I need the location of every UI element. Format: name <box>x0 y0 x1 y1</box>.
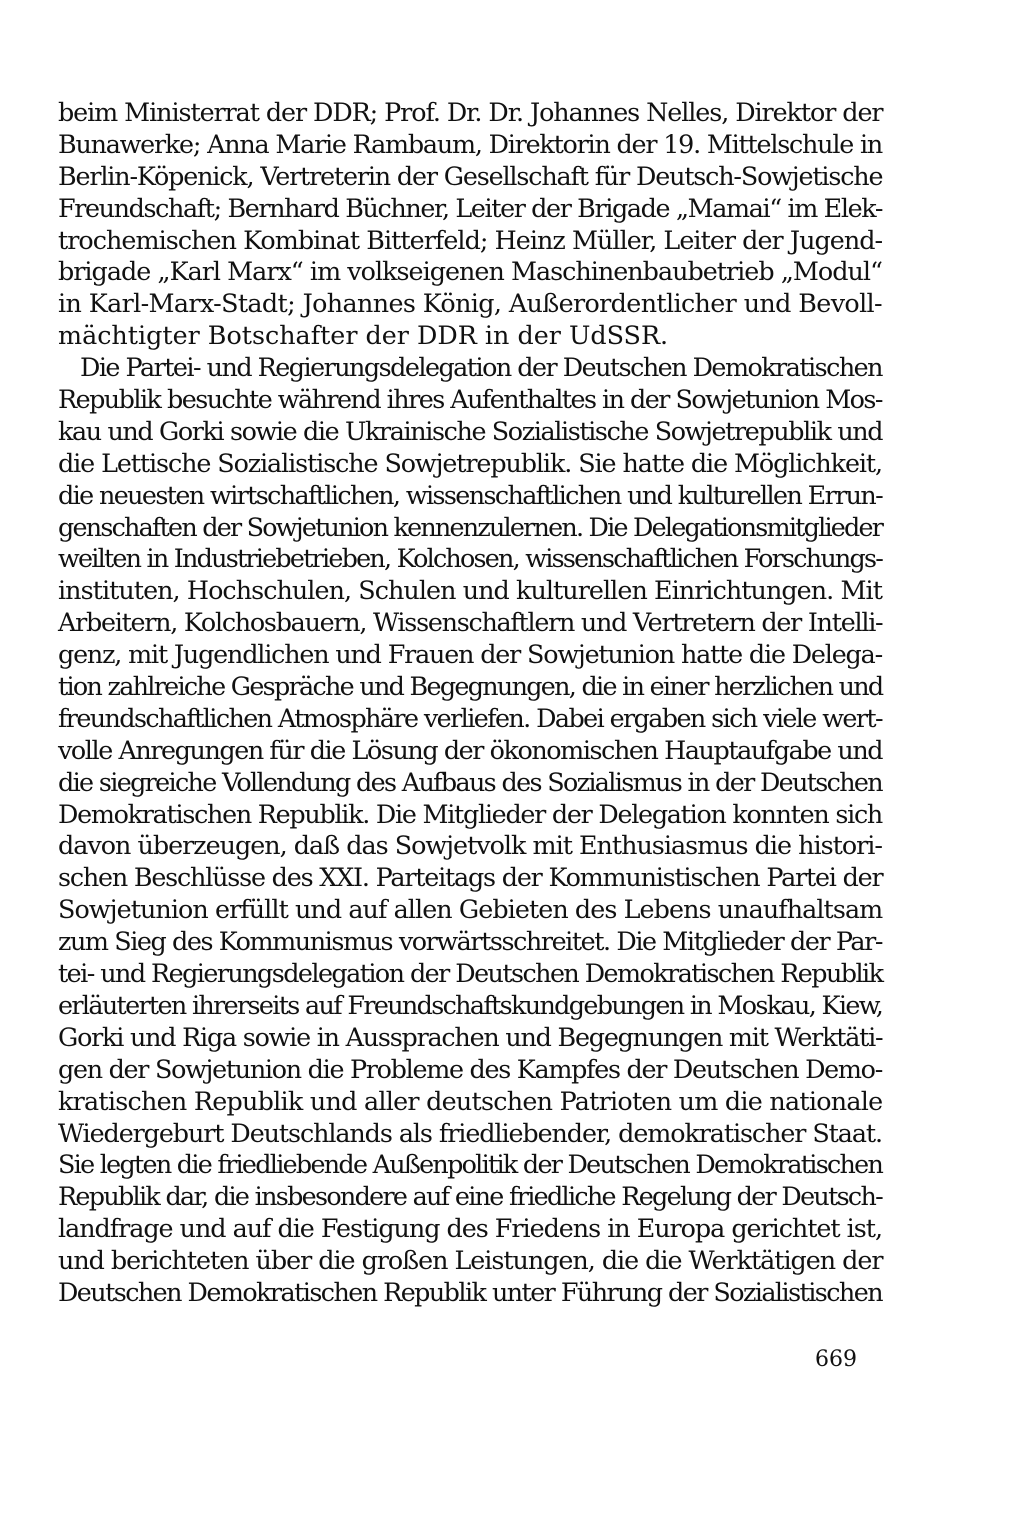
text-line: brigade „Karl Marx“ im volkseigenen Maschinenbaubetrieb „Modul“ <box>58 256 882 287</box>
text-line: freundschaftlichen Atmosphäre verliefen. Dabei ergaben sich viele wert- <box>58 702 882 733</box>
paragraph-delegation-visit <box>58 352 882 1309</box>
text-line: die Lettische Sozialistische Sowjetrepublik. Sie hatte die Möglichkeit, <box>58 447 882 478</box>
text-line: davon überzeugen, daß das Sowjetvolk mit Enthusiasmus die histori- <box>58 830 882 861</box>
text-line: Arbeitern, Kolchosbauern, Wissenschaftlern und Vertretern der Intelli- <box>58 607 883 638</box>
text-line: Die Partei- und Regierungsdelegation der Deutschen Demokratischen <box>80 352 882 383</box>
text-line: Sowjetunion erfüllt und auf allen Gebieten des Lebens unaufhaltsam <box>58 894 883 925</box>
text-line: volle Anregungen für die Lösung der ökonomischen Hauptaufgabe und <box>58 734 883 765</box>
text-line: kau und Gorki sowie die Ukrainische Sozialistische Sowjetrepublik und <box>58 415 883 446</box>
text-line: Freundschaft; Bernhard Büchner, Leiter der Brigade „Mamai“ im Elek- <box>58 192 883 223</box>
paragraph-continuation <box>58 97 882 352</box>
text-line: Deutschen Demokratischen Republik unter Führung der Sozialistischen <box>58 1276 882 1307</box>
text-line: Republik besuchte während ihres Aufenthaltes in der Sowjetunion Mos- <box>58 384 882 415</box>
text-line: landfrage und auf die Festigung des Friedens in Europa gerichtet ist, <box>58 1213 882 1244</box>
text-line: erläuterten ihrerseits auf Freundschaftskundgebungen in Moskau, Kiew, <box>58 989 883 1020</box>
text-line: genz, mit Jugendlichen und Frauen der Sowjetunion hatte die Delega- <box>58 639 882 670</box>
text-line: mächtigter Botschafter der DDR in der UdSSR. <box>58 320 669 351</box>
text-line: Sie legten die friedliebende Außenpolitik der Deutschen Demokratischen <box>58 1149 883 1180</box>
text-line: genschaften der Sowjetunion kennenzulernen. Die Delegationsmitglieder <box>58 511 883 542</box>
text-line: in Karl-Marx-Stadt; Johannes König, Außerordentlicher und Bevoll- <box>58 288 882 319</box>
text-line: beim Ministerrat der DDR; Prof. Dr. Dr. Johannes Nelles, Direktor der <box>58 97 883 127</box>
text-line: schen Beschlüsse des XXI. Parteitags der Kommunistischen Partei der <box>58 862 883 893</box>
page-body <box>58 97 882 1309</box>
text-line: die siegreiche Vollendung des Aufbaus des Sozialismus in der Deutschen <box>58 766 882 797</box>
text-line: die neuesten wirtschaftlichen, wissenschaftlichen und kulturellen Errun- <box>58 479 883 510</box>
text-line: tion zahlreiche Gespräche und Begegnungen, die in einer herzlichen und <box>58 671 883 702</box>
text-line: kratischen Republik und aller deutschen Patrioten um die nationale <box>58 1085 883 1116</box>
text-line: Bunawerke; Anna Marie Rambaum, Direktorin der 19. Mittelschule in <box>58 128 882 159</box>
text-line: trochemischen Kombinat Bitterfeld; Heinz Müller, Leiter der Jugend- <box>58 224 883 255</box>
page-number: 669 <box>815 1347 857 1372</box>
text-line: gen der Sowjetunion die Probleme des Kampfes der Deutschen Demo- <box>58 1053 882 1084</box>
text-line: tei- und Regierungsdelegation der Deutschen Demokratischen Republik <box>58 958 883 989</box>
text-line: Demokratischen Republik. Die Mitglieder der Delegation konnten sich <box>58 798 882 829</box>
text-line: weilten in Industriebetrieben, Kolchosen, wissenschaftlichen Forschungs- <box>58 543 883 574</box>
text-line: instituten, Hochschulen, Schulen und kulturellen Einrichtungen. Mit <box>58 575 882 606</box>
text-line: Wiedergeburt Deutschlands als friedliebender, demokratischer Staat. <box>58 1117 882 1148</box>
text-line: Gorki und Riga sowie in Aussprachen und Begegnungen mit Werktäti- <box>58 1021 883 1052</box>
text-line: Berlin-Köpenick, Vertreterin der Gesellschaft für Deutsch-Sowjetische <box>58 160 883 191</box>
text-line: Republik dar, die insbesondere auf eine friedliche Regelung der Deutsch- <box>58 1181 882 1212</box>
text-line: und berichteten über die großen Leistungen, die die Werktätigen der <box>58 1245 883 1276</box>
text-line: zum Sieg des Kommunismus vorwärtsschreitet. Die Mitglieder der Par- <box>58 926 882 957</box>
